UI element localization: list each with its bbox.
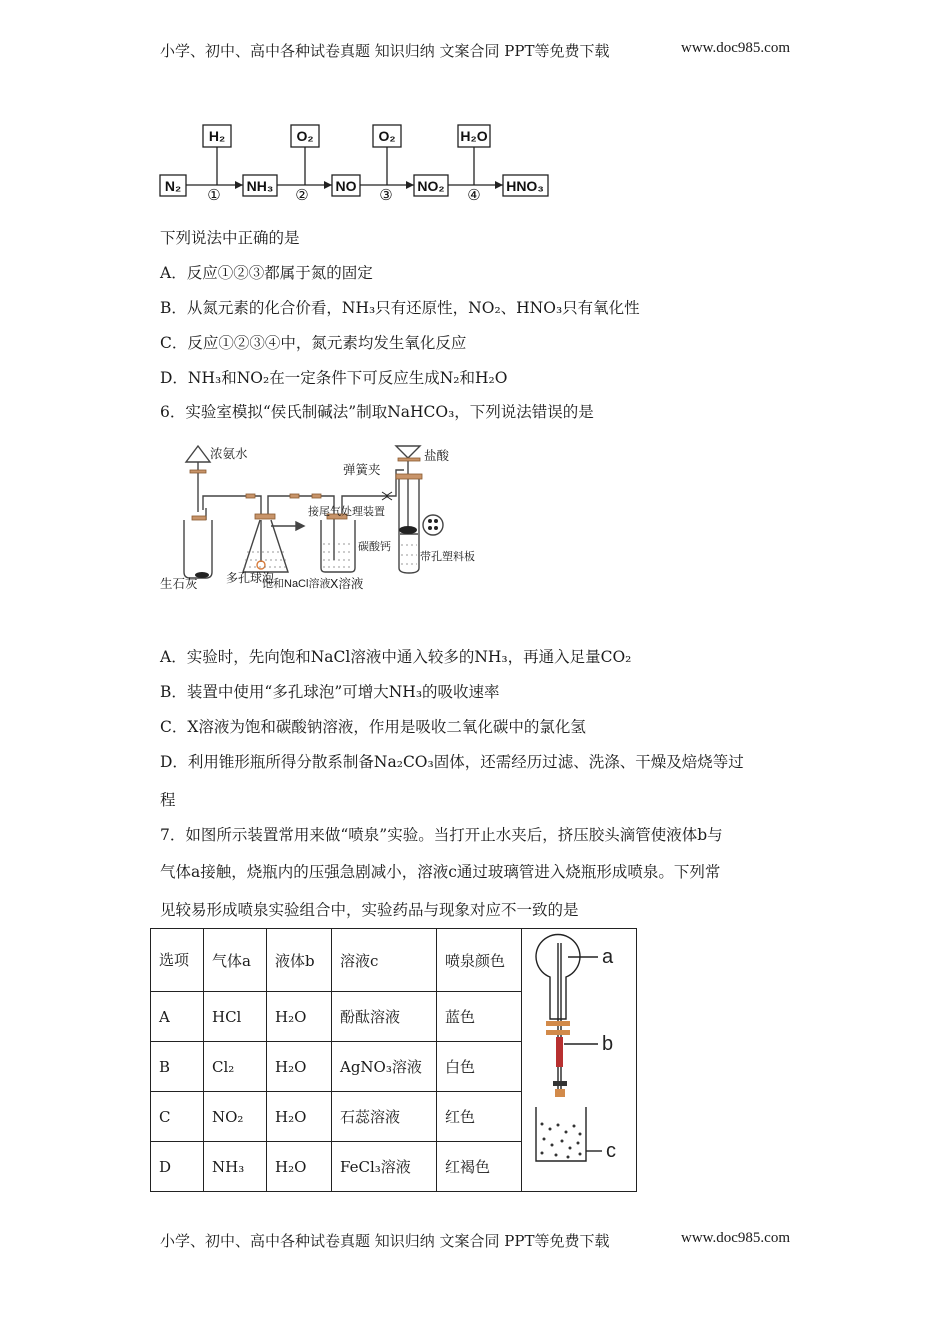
cell-liquid: H₂O [267,992,332,1042]
q7-stem-line2: 气体a接触，烧瓶内的压强急剧减小，溶液c通过玻璃管进入烧瓶形成喷泉。下列常 [160,863,721,881]
label-x-solution: X溶液 [330,577,364,591]
cell-gas: NO₂ [204,1092,267,1142]
arrow-1 [235,181,243,189]
cell-color: 红色 [437,1092,522,1142]
cell-option: D [151,1142,204,1192]
arrow-4 [495,181,503,189]
cell-option: A [151,992,204,1042]
nitrogen-flow-diagram [158,122,558,202]
q5-option-c: C．反应①②③④中，氮元素均发生氧化反应 [160,334,467,352]
reagent-label-o2-1: O₂ [296,128,314,144]
col-header-liquid: 液体b [267,929,332,992]
reagent-label-o2-2: O₂ [378,128,396,144]
q5-stem: 下列说法中正确的是 [160,229,300,247]
q7-stem-line3: 见较易形成喷泉实验组合中，实验药品与现象对应不一致的是 [160,901,579,919]
q5-option-d: D．NH₃和NO₂在一定条件下可反应生成N₂和H₂O [160,369,508,387]
label-quicklime: 生石灰 [160,577,198,591]
table-header-row [151,929,637,992]
cell-color: 白色 [437,1042,522,1092]
cell-solution: 石蕊溶液 [332,1092,437,1142]
q5-option-a: A．反应①②③都属于氮的固定 [160,264,373,282]
step-label-2: ② [295,187,309,204]
col-header-solution: 溶液c [332,929,437,992]
arrow-2 [324,181,332,189]
cell-liquid: H₂O [267,1092,332,1142]
step-label-3: ③ [379,187,393,204]
q6-option-c: C．X溶液为饱和碳酸钠溶液，作用是吸收二氧化碳中的氯化氢 [160,718,586,736]
label-porous-bulb: 多孔球泡 [226,571,275,585]
step-label-4: ④ [467,187,481,204]
label-hcl: 盐酸 [424,449,450,463]
q7-stem-line1: 7．如图所示装置常用来做“喷泉”实验。当打开止水夹后，挤压胶头滴管使液体b与 [160,826,723,844]
col-header-color: 喷泉颜色 [437,929,522,992]
header-text: 小学、初中、高中各种试卷真题 知识归纳 文案合同 PPT等免费下载 [160,42,610,60]
cell-solution: AgNO₃溶液 [332,1042,437,1092]
label-spring-clamp: 弹簧夹 [343,463,381,477]
label-sat-nacl: 饱和NaCl溶液 [262,578,331,590]
col-header-option: 选项 [151,929,204,992]
flow-label-n2: N₂ [164,178,182,194]
flow-label-no2: NO₂ [417,178,445,194]
fountain-figure-cell [522,929,637,1192]
cell-solution: FeCl₃溶液 [332,1142,437,1192]
q5-option-b: B．从氮元素的化合价看，NH₃只有还原性，NO₂、HNO₃只有氧化性 [160,299,640,317]
page-header [160,40,790,61]
fountain-apparatus [522,929,636,1187]
cell-color: 蓝色 [437,992,522,1042]
header-url[interactable]: www.doc985.com [680,40,790,56]
cell-color: 红褐色 [437,1142,522,1192]
q6-option-b: B．装置中使用“多孔球泡”可增大NH₃的吸收速率 [160,683,500,701]
flow-label-nh3: NH₃ [246,178,274,194]
cell-gas: NH₃ [204,1142,267,1192]
col-header-gas: 气体a [204,929,267,992]
q6-option-a: A．实验时，先向饱和NaCl溶液中通入较多的NH₃，再通入足量CO₂ [160,648,632,666]
cell-gas: Cl₂ [204,1042,267,1092]
label-plate: 带孔塑料板 [420,551,475,563]
reagent-label-h2: H₂ [208,128,226,144]
reagent-label-h2o: H₂O [460,128,488,144]
fig-label-c: c [606,1140,616,1162]
cell-gas: HCl [204,992,267,1042]
arrow-3 [406,181,414,189]
footer-text: 小学、初中、高中各种试卷真题 知识归纳 文案合同 PPT等免费下载 [160,1232,610,1250]
cell-solution: 酚酞溶液 [332,992,437,1042]
q6-option-d-line2: 程 [160,791,176,809]
fig-label-b: b [602,1033,614,1055]
cell-liquid: H₂O [267,1042,332,1092]
flow-label-no: NO [335,178,357,194]
label-conc-ammonia: 浓氨水 [210,447,248,461]
flow-label-hno3: HNO₃ [506,178,544,194]
footer-url[interactable]: www.doc985.com [680,1230,790,1246]
label-caco3: 碳酸钙 [358,541,391,553]
cell-option: B [151,1042,204,1092]
hou-process-apparatus [158,440,475,630]
step-label-1: ① [207,187,221,204]
q6-stem: 6．实验室模拟“侯氏制碱法”制取NaHCO₃，下列说法错误的是 [160,403,594,421]
label-tail-gas: 接尾气处理装置 [308,506,385,518]
q7-table [150,928,637,1192]
q6-option-d-line1: D．利用锥形瓶所得分散系制备Na₂CO₃固体，还需经历过滤、洗涤、干燥及焙烧等过 [160,753,744,771]
page-footer [160,1230,790,1251]
fig-label-a: a [602,946,614,968]
cell-option: C [151,1092,204,1142]
cell-liquid: H₂O [267,1142,332,1192]
